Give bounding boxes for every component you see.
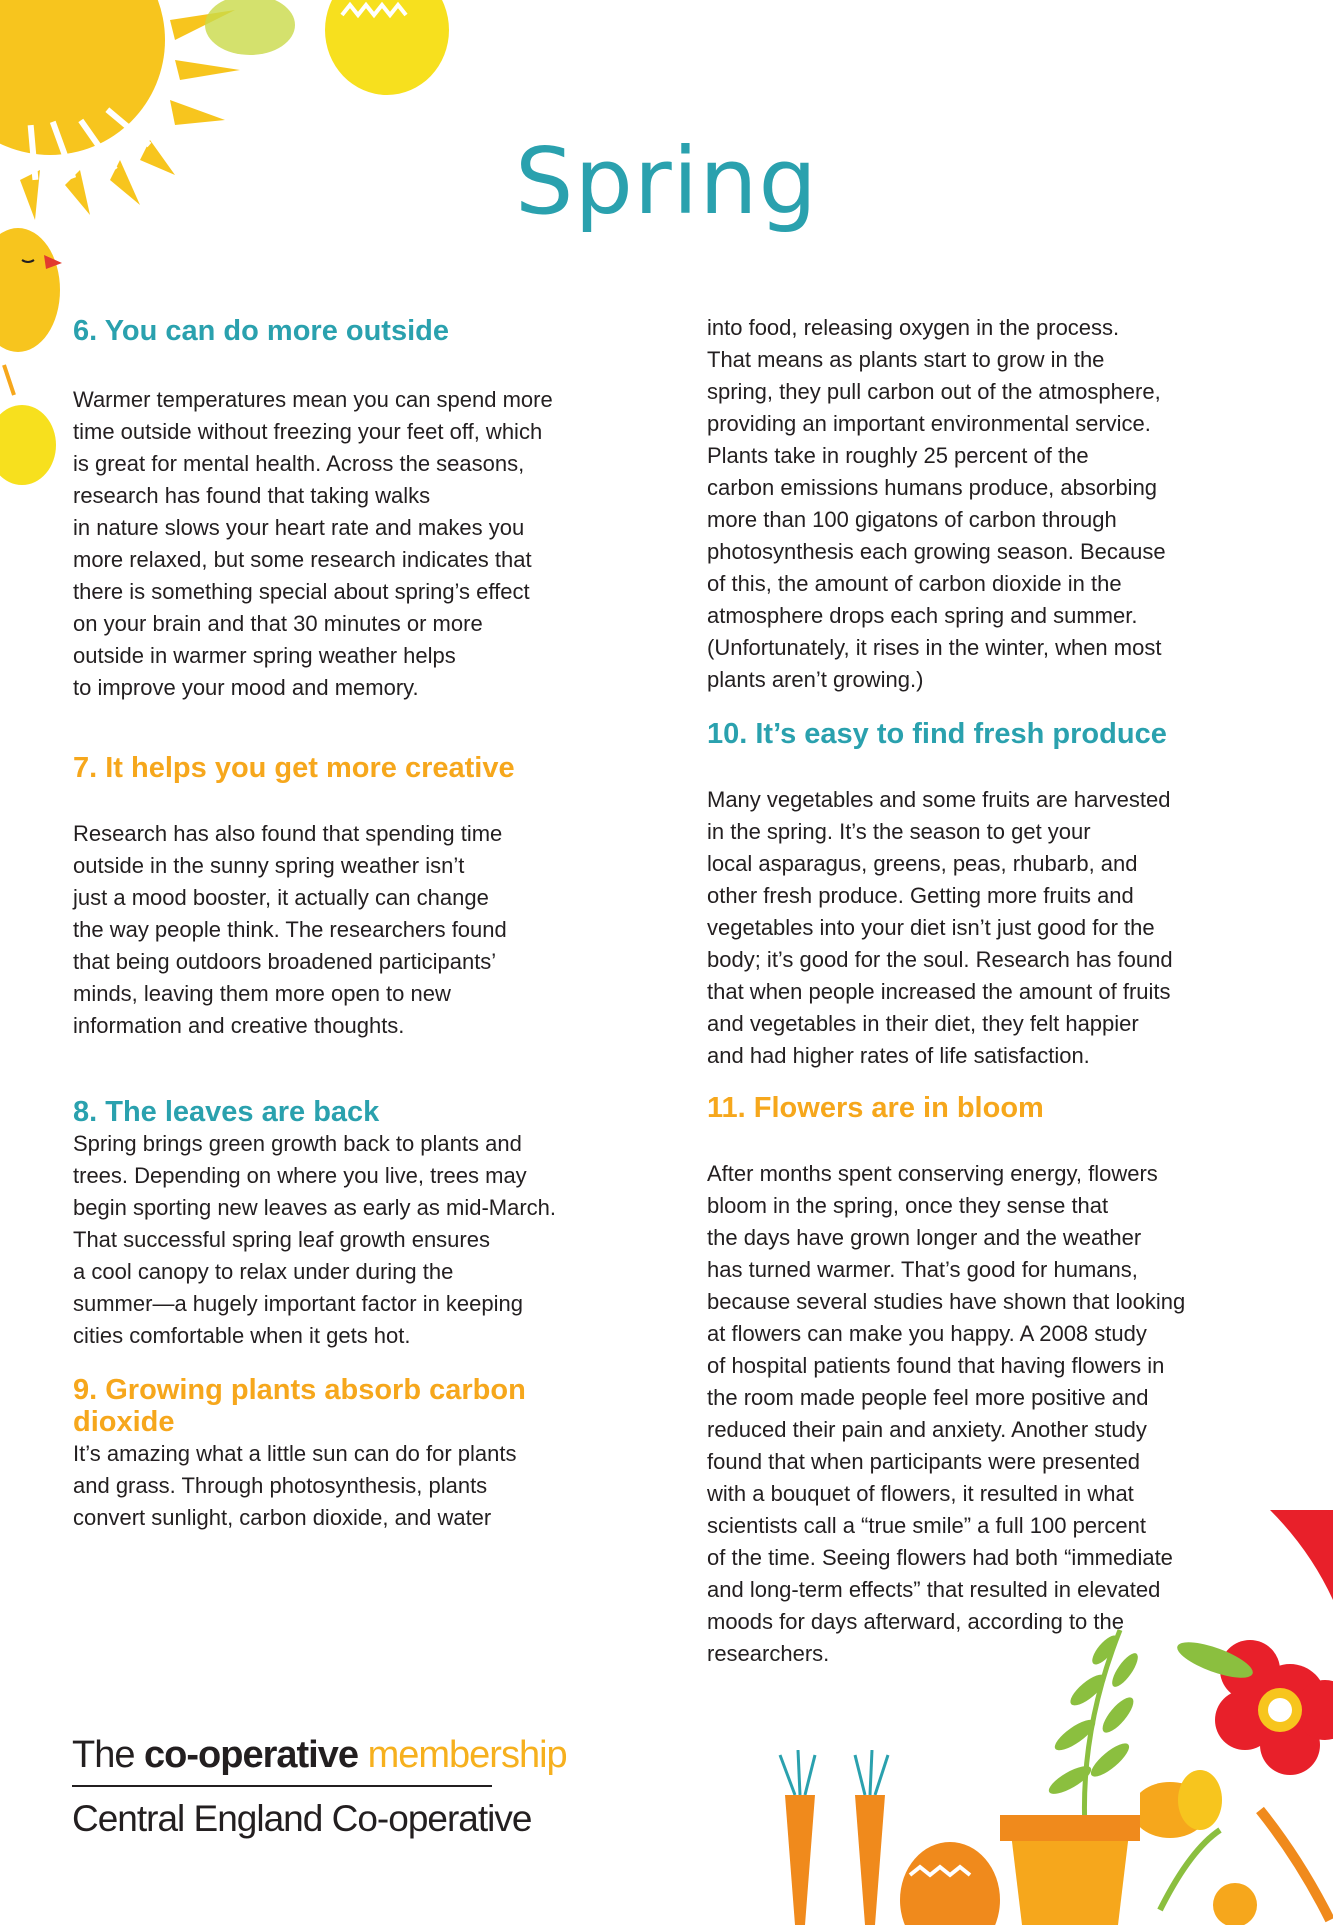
section-9-body: It’s amazing what a little sun can do for plants and grass. Through photosynthesis, plants convert sunlight, carbon dioxide, and water (73, 1441, 517, 1530)
brand-coop: co-operative (144, 1734, 359, 1776)
section-8-body: Spring brings green growth back to plants and trees. Depending on where you live, trees may begin sporting new leaves as early as mid-March. That successful spring leaf growth ensures a cool canopy to relax under during the summer—a hugely important factor in keeping cities comfortable when it gets hot. (73, 1131, 557, 1348)
page-title: Spring (515, 128, 818, 235)
section-10-body: Many vegetables and some fruits are harvested in the spring. It’s the season to get your local asparagus, greens, peas, rhubarb, and other fresh produce. Getting more fruits and vegetables into your diet isn’t just good for the body; it’s good for the soul. Research has found that when people increased the amount of fruits and vegetables in their diet, they felt happier and had higher rates of life satisfaction. (707, 787, 1173, 1068)
carrot-icon (760, 1750, 910, 1925)
section-9-heading: 9. Growing plants absorb carbon dioxide (73, 1374, 526, 1438)
brand-the: The (72, 1734, 145, 1776)
right-column (707, 312, 1267, 1670)
footer-logo (72, 1733, 567, 1841)
society-name: Central England Co-operative (72, 1798, 532, 1839)
section-6-heading: 6. You can do more outside (73, 315, 449, 347)
section-11-heading: 11. Flowers are in bloom (707, 1092, 1044, 1124)
section-8-heading: 8. The leaves are back (73, 1096, 380, 1128)
brand-logo (72, 1733, 567, 1777)
footer-divider (72, 1785, 492, 1787)
fern-icon (1010, 1610, 1160, 1830)
section-10-heading: 10. It’s easy to find fresh produce (707, 718, 1167, 750)
section-11-body: After months spent conserving energy, flowers bloom in the spring, once they sense that the days have grown longer and the weather has turned warmer. That’s good for humans, because several studies have shown that looking at flowers can make you happy. A 2008 study of hospital patients found that having flowers in the room made people feel more positive and reduced their pain and anxiety. Another study found that when participants were presented with a bouquet of flowers, it resulted in what scientists call a “true smile” a full 100 percent of the time. Seeing flowers had both “immediate and long-term effects” that resulted in elevated moods for days afterward, according to the researchers. (707, 1161, 1186, 1666)
flower-icon (1140, 1510, 1333, 1925)
section-7-heading: 7. It helps you get more creative (73, 752, 515, 784)
plant-pot-icon (1000, 1815, 1140, 1925)
easter-egg-icon (322, 0, 457, 100)
section-9-continued: into food, releasing oxygen in the process. That means as plants start to grow in the spring, they pull carbon out of the atmosphere, providing an important environmental service. Plants take in roughly 25 percent of the carbon emissions humans produce, absorbing more than 100 gigatons of carbon through photosynthesis each growing season. Because of this, the amount of carbon dioxide in the atmosphere drops each spring and summer. (Unfortunately, it rises in the winter, when most plants aren’t growing.) (707, 315, 1166, 692)
left-column (73, 315, 663, 1534)
section-7-body: Research has also found that spending time outside in the sunny spring weather isn’t just a mood booster, it actually can change the way people think. The researchers found that being outdoors broadened participants’ minds, leaving them more open to new information and creative thoughts. (73, 821, 507, 1038)
brand-membership: membership (358, 1734, 567, 1776)
section-6-body: Warmer temperatures mean you can spend more time outside without freezing your feet off, which is great for mental health. Across the seasons, research has found that taking walks in nature slows your heart rate and makes you more relaxed, but some research indicates that there is something special about spring’s effect on your brain and that 30 minutes or more outside in warmer spring weather helps to improve your mood and memory. (73, 387, 553, 700)
chick-icon (0, 225, 75, 495)
easter-egg-icon (895, 1840, 1005, 1925)
